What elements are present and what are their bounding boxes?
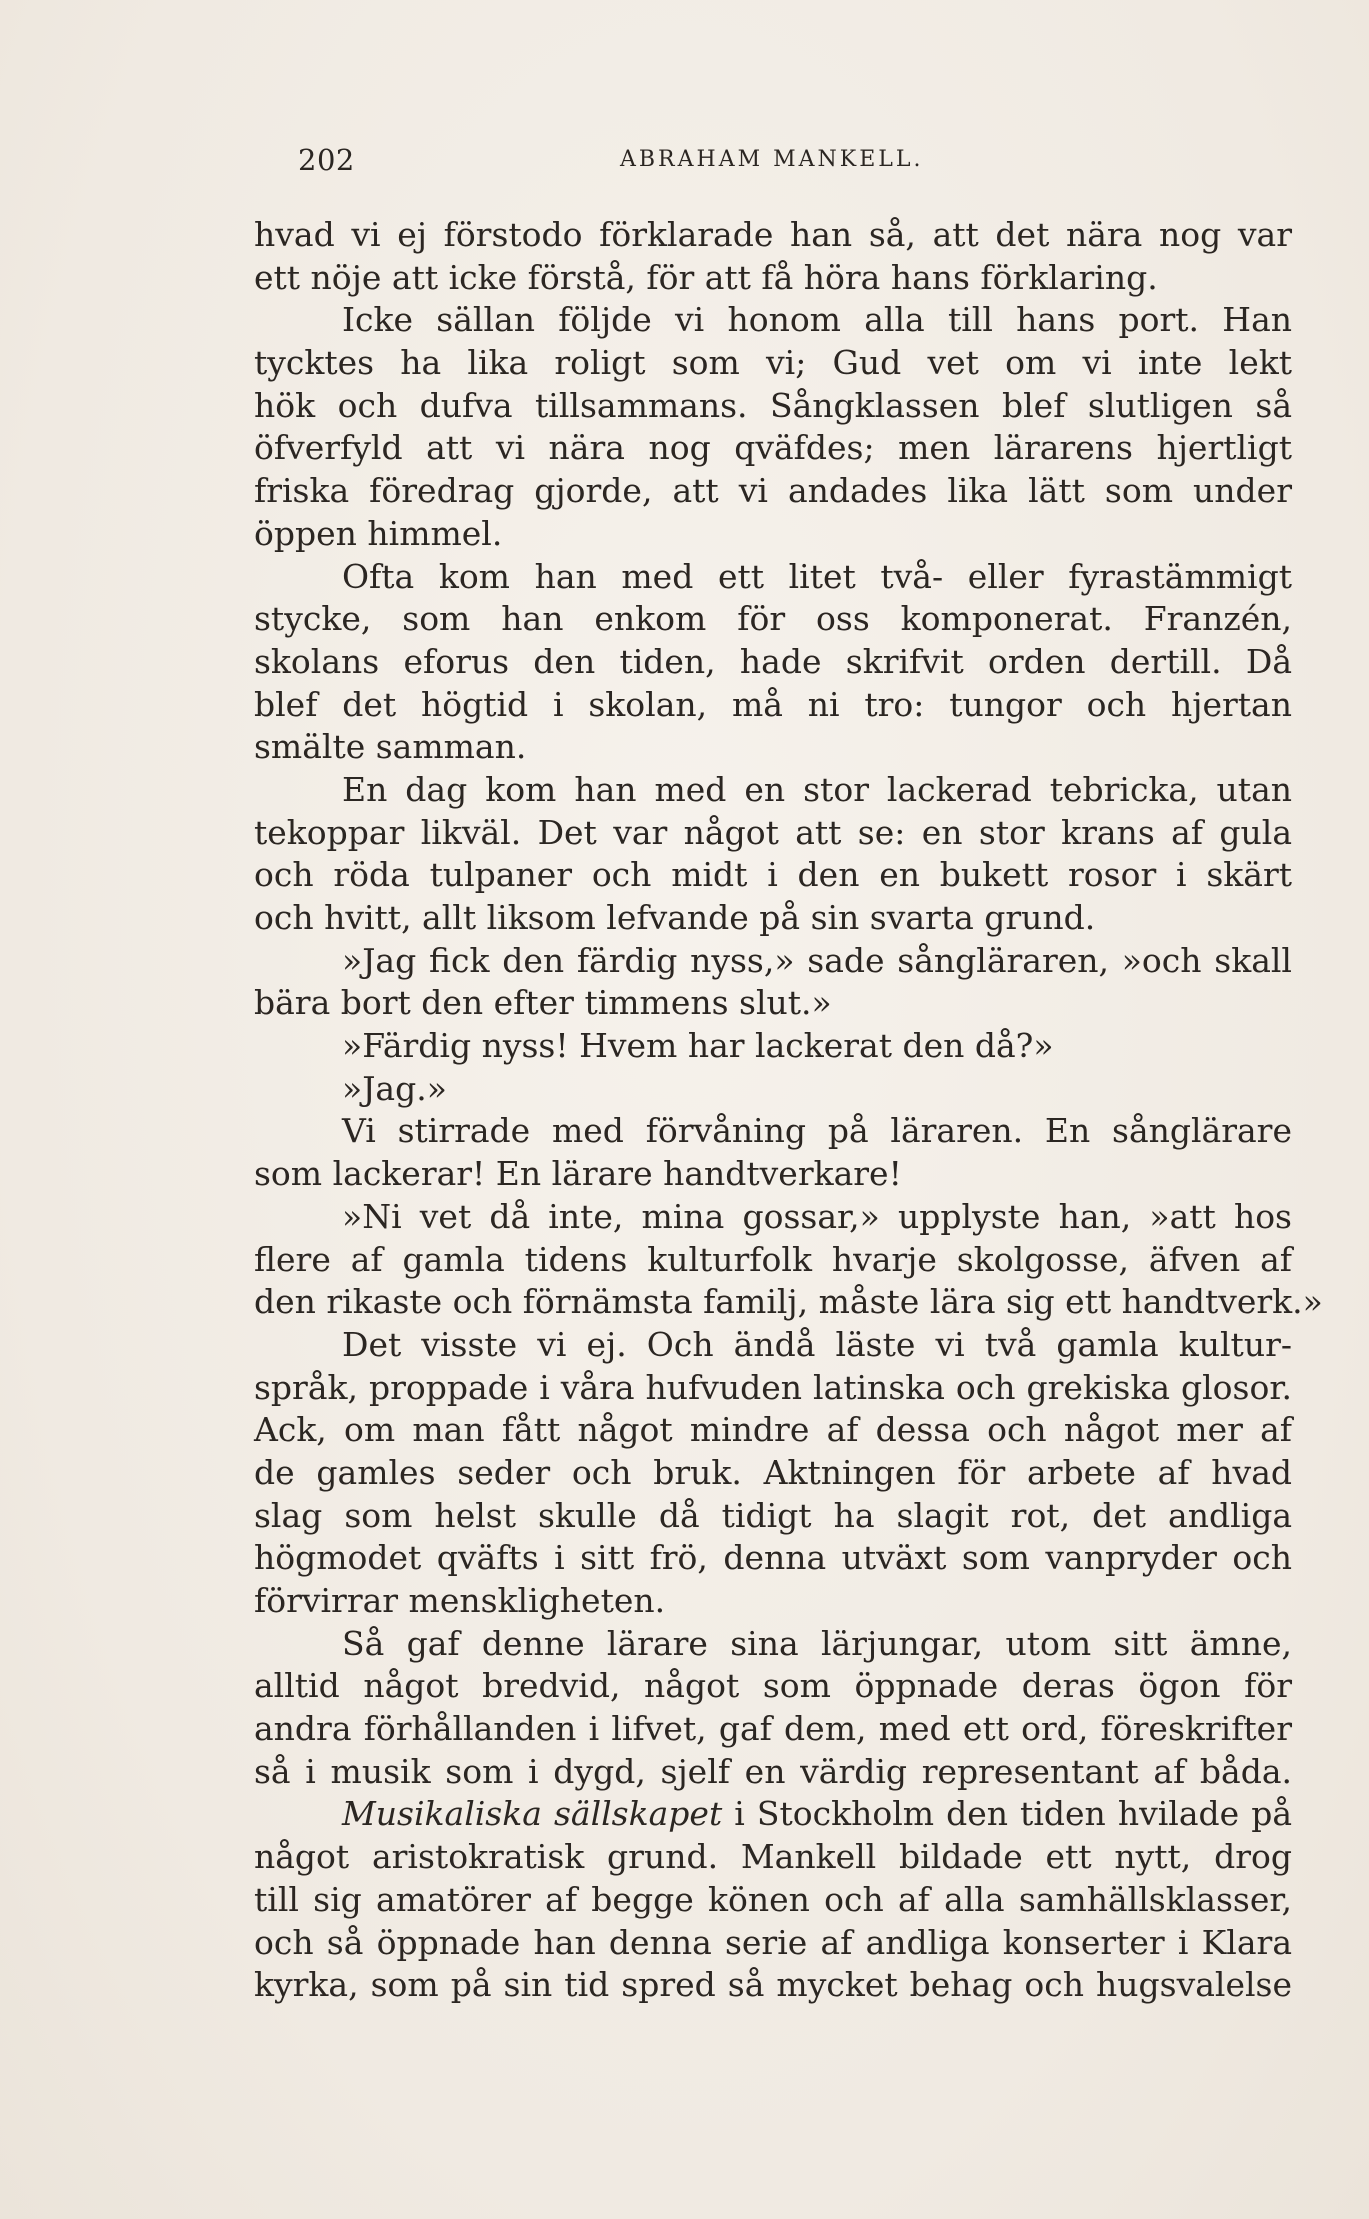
text-line: Ack, om man fått något mindre af dessa och något mer af [254,1410,1292,1450]
text-line: så i musik som i dygd, sjelf en värdig representant af båda. [254,1751,1292,1791]
running-head: ABRAHAM MANKELL. [620,147,924,172]
text-line: Icke sällan följde vi honom alla till hans port. Han [342,300,1292,340]
text-line-with-italic [254,1793,1292,1836]
text-line: skolans eforus den tiden, hade skrifvit orden dertill. Då [254,641,1292,681]
text-line: och hvitt, allt liksom lefvande på sin svarta grund. [254,898,1096,937]
text-line: de gamles seder och bruk. Aktningen för arbete af hvad [254,1452,1292,1492]
text-line: »Jag.» [342,1068,447,1108]
text-line: tycktes ha lika roligt som vi; Gud vet om vi inte lekt [254,343,1292,383]
text-line: smälte samman. [254,727,527,767]
text-line: »Jag fick den färdig nyss,» sade sångläraren, »och skall [342,940,1292,980]
text-line: »Ni vet då inte, mina gossar,» upplyste han, »att hos [342,1196,1292,1236]
text-line: Så gaf denne lärare sina lärjungar, utom sitt ämne, [342,1623,1292,1663]
text-line: friska föredrag gjorde, att vi andades lika lätt som under [254,471,1292,511]
text-line: »Färdig nyss! Hvem har lackerat den då?» [342,1026,1054,1066]
text-line: och så öppnade han denna serie af andliga konserter i Klara [254,1922,1292,1962]
text-line: öppen himmel. [254,513,503,553]
text-line: stycke, som han enkom för oss komponerat. Franzén, [254,599,1292,639]
text-line: tekoppar likväl. Det var något att se: en stor krans af gula [254,812,1292,852]
text-line: öfverfyld att vi nära nog qväfdes; men lärarens hjertligt [254,428,1292,468]
text-line: bära bort den efter timmens slut.» [254,983,832,1023]
page-header [298,143,1058,183]
text-line: den rikaste och förnämsta familj, måste lära sig ett handtverk.» [254,1282,1323,1322]
text-line: Ofta kom han med ett litet två- eller fyrastämmigt [342,556,1292,596]
text-line: högmodet qväfts i sitt frö, denna utväxt som vanpryder och [254,1538,1292,1578]
text-line: till sig amatörer af begge könen och af alla samhällsklasser, [254,1879,1292,1919]
text-line: Vi stirrade med förvåning på läraren. En sånglärare [342,1111,1292,1151]
text-line: förvirrar menskligheten. [254,1581,666,1620]
text-line-remainder: i Stockholm den tiden hvilade på [722,1794,1293,1834]
text-line: språk, proppade i våra hufvuden latinska och grekiska glosor. [254,1367,1292,1407]
text-line: Det visste vi ej. Och ändå läste vi två gamla kultur- [342,1324,1292,1364]
body-text [254,214,1323,2007]
text-line: En dag kom han med en stor lackerad tebricka, utan [342,769,1292,809]
text-line: som lackerar! En lärare handtverkare! [254,1154,902,1194]
italic-society-name: Musikaliska sällskapet [342,1794,723,1834]
text-line: kyrka, som på sin tid spred så mycket behag och hugsvalelse [254,1965,1292,2005]
text-line: blef det högtid i skolan, må ni tro: tungor och hjertan [254,684,1292,724]
text-line: och röda tulpaner och midt i den en bukett rosor i skärt [254,855,1292,895]
text-line: hök och dufva tillsammans. Sångklassen blef slutligen så [254,385,1292,425]
text-line: flere af gamla tidens kulturfolk hvarje skolgosse, äfven af [254,1239,1292,1279]
page-number: 202 [298,143,355,177]
text-line: ett nöje att icke förstå, för att få höra hans förklaring. [254,257,1158,297]
text-line: något aristokratisk grund. Mankell bildade ett nytt, drog [254,1837,1292,1877]
text-line: hvad vi ej förstodo förklarade han så, att det nära nog var [254,215,1292,254]
text-line: alltid något bredvid, något som öppnade deras ögon för [254,1666,1292,1706]
text-line: slag som helst skulle då tidigt ha slagit rot, det andliga [254,1495,1292,1535]
text-line: andra förhållanden i lifvet, gaf dem, med ett ord, föreskrifter [254,1709,1292,1749]
